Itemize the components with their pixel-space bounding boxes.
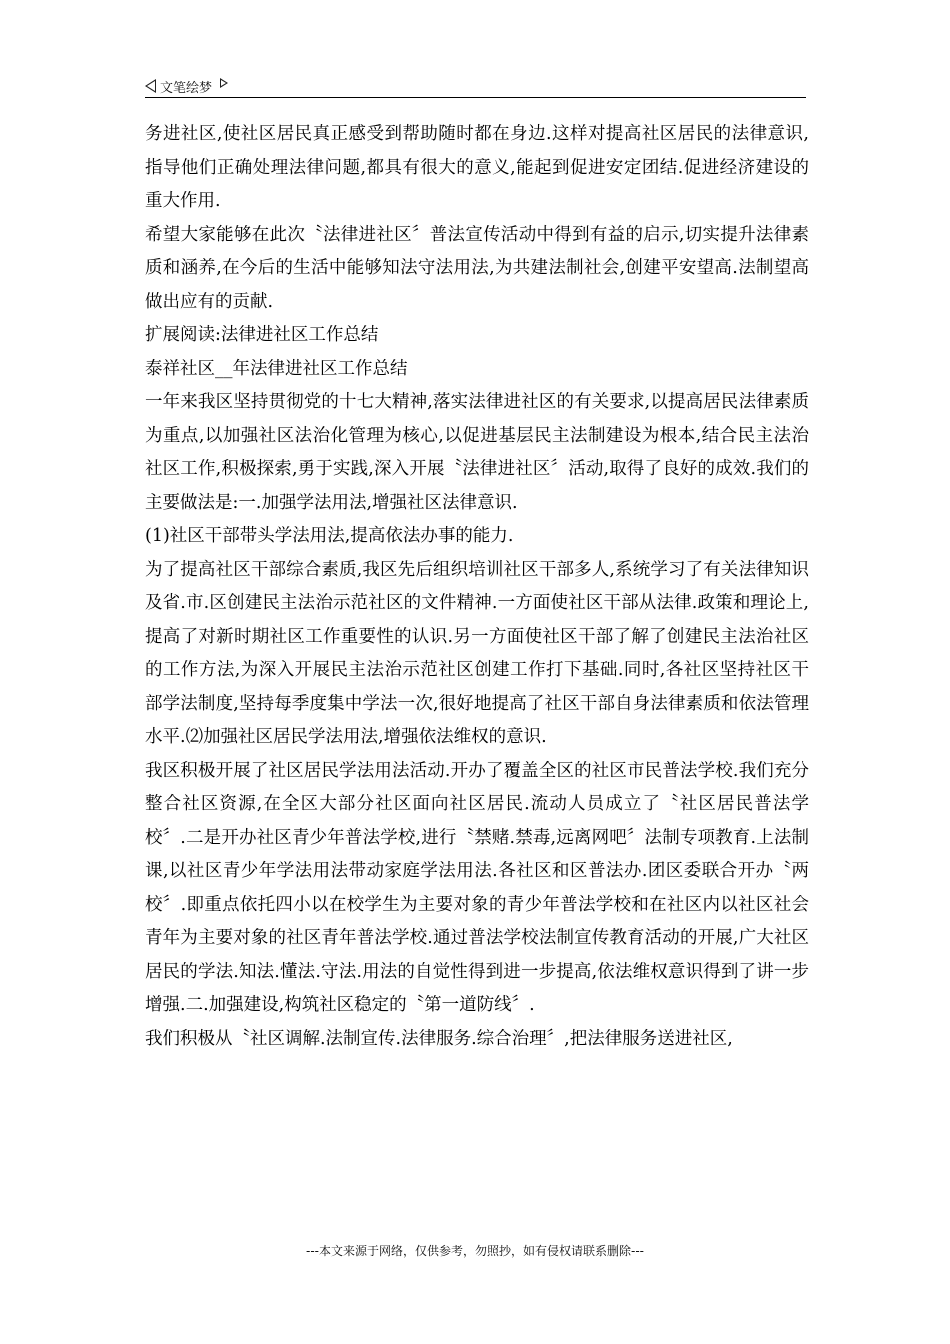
header-divider bbox=[145, 97, 806, 98]
paragraph: 一年来我区坚持贯彻党的十七大精神,落实法律进社区的有关要求,以提高居民法律素质为重点,以加强社区法治化管理为核心,以促进基层民主法制建设为根本,结合民主法治社区工作,积极探索,勇于实践,深入开展〝法律进社区〞活动,取得了良好的成效.我们的主要做法是:一.加强学法用法,增强社区法律意识. bbox=[145, 392, 809, 513]
document-body bbox=[145, 118, 809, 1056]
triangle-left-icon bbox=[145, 79, 156, 93]
paragraph: 为了提高社区干部综合素质,我区先后组织培训社区干部多人,系统学习了有关法律知识及省.市.区创建民主法治示范社区的文件精神.一方面使社区干部从法律.政策和理论上,提高了对新时期社区工作重要性的认识.另一方面使社区干部了解了创建民主法治社区的工作方法,为深入开展民主法治示范社区创建工作打下基础.同时,各社区坚持社区干部学法制度,坚持每季度集中学法一次,很好地提高了社区干部自身法律素质和依法管理水平.⑵加强社区居民学法用法,增强依法维权的意识. bbox=[145, 559, 809, 747]
paragraph: 我区积极开展了社区居民学法用法活动.开办了覆盖全区的社区市民普法学校.我们充分整合社区资源,在全区大部分社区面向社区居民.流动人员成立了〝社区居民普法学校〞.二是开办社区青少年普法学校,进行〝禁赌.禁毒,远离网吧〞法制专项教育.上法制课,以社区青少年学法用法带动家庭学法用法.各社区和区普法办.团区委联合开办〝两校〞.即重点依托四小以在校学生为主要对象的青少年普法学校和在社区内以社区社会青年为主要对象的社区青年普法学校.通过普法学校法制宣传教育活动的开展,广大社区居民的学法.知法.懂法.守法.用法的自觉性得到进一步提高,依法维权意识得到了讲一步增强.二.加强建设,构筑社区稳定的〝第一道防线〞. bbox=[145, 760, 809, 1015]
paragraph: (1)社区干部带头学法用法,提高依法办事的能力. bbox=[145, 526, 514, 546]
triangle-right-icon bbox=[220, 78, 228, 88]
paragraph: 我们积极从〝社区调解.法制宣传.法律服务.综合治理〞,把法律服务送进社区, bbox=[145, 1028, 733, 1049]
page-footer: ---本文来源于网络，仅供参考，勿照抄，如有侵权请联系删除--- bbox=[306, 1244, 644, 1258]
paragraph: 务进社区,使社区居民真正感受到帮助随时都在身边.这样对提高社区居民的法律意识,指导他们正确处理法律问题,都具有很大的意义,能起到促进安定团结.促进经济建设的重大作用. bbox=[145, 124, 809, 211]
paragraph: 泰祥社区__年法律进社区工作总结 bbox=[145, 358, 408, 379]
paragraph: 扩展阅读:法律进社区工作总结 bbox=[145, 325, 379, 345]
page-header bbox=[145, 74, 806, 98]
header-title: 文笔绘梦 bbox=[160, 80, 213, 96]
paragraph: 希望大家能够在此次〝法律进社区〞普法宣传活动中得到有益的启示,切实提升法律素质和涵养,在今后的生活中能够知法守法用法,为共建法制社会,创建平安望高.法制望高做出应有的贡献. bbox=[145, 224, 809, 312]
